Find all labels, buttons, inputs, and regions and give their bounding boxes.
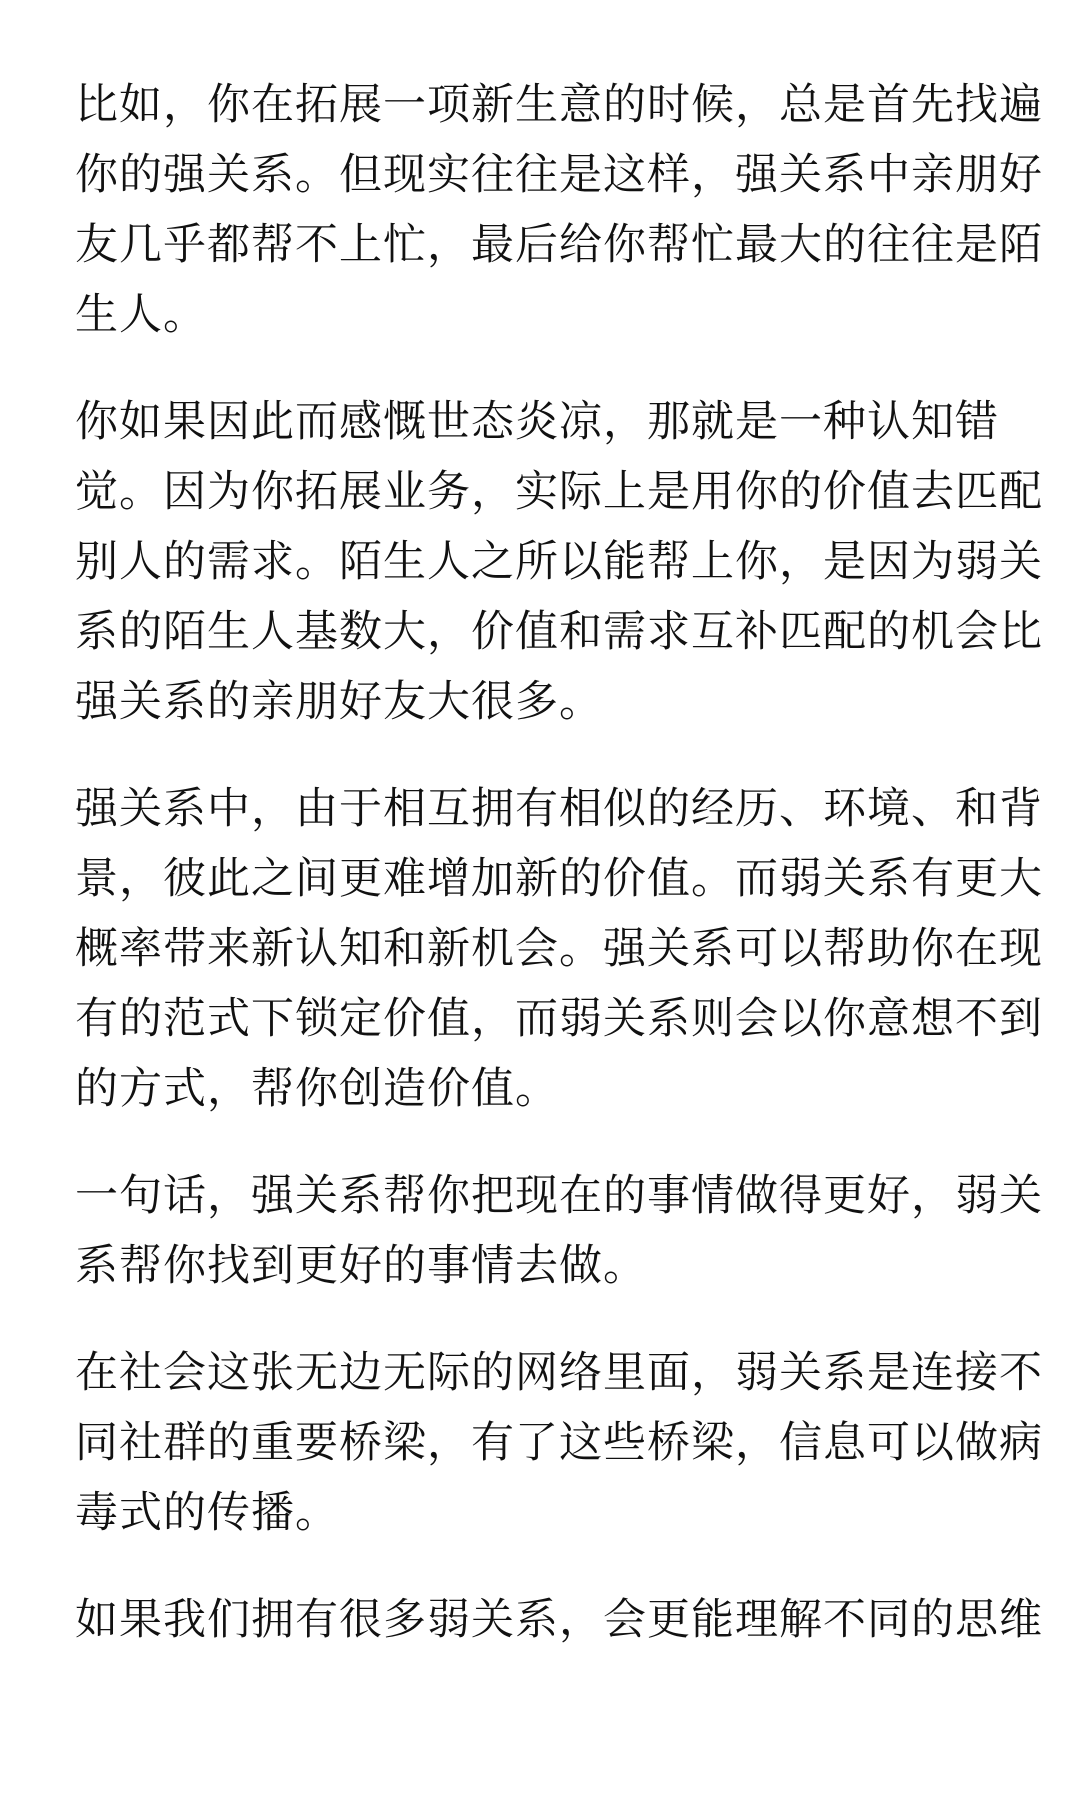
- text-line: 概率带来新认知和新机会。强关系可以帮助你在现: [75, 924, 1043, 974]
- text-line: 比如，你在拓展一项新生意的时候，总是首先找遍: [75, 80, 1043, 130]
- text-line: 一句话，强关系帮你把现在的事情做得更好，弱关: [75, 1171, 1043, 1221]
- text-line: 友几乎都帮不上忙，最后给你帮忙最大的往往是陌: [75, 220, 1043, 270]
- text-line: 强关系中，由于相互拥有相似的经历、环境、和背: [75, 784, 1043, 834]
- paragraph-2: [75, 387, 1043, 737]
- text-line: 景，彼此之间更难增加新的价值。而弱关系有更大: [75, 854, 1043, 904]
- text-line: 生人。: [75, 290, 207, 340]
- text-line: 的方式，帮你创造价值。: [75, 1064, 559, 1114]
- text-line: 别人的需求。陌生人之所以能帮上你，是因为弱关: [75, 537, 1043, 587]
- paragraph-4: [75, 1161, 1043, 1301]
- text-line: 觉。因为你拓展业务，实际上是用你的价值去匹配: [75, 467, 1043, 517]
- text-line: 同社群的重要桥梁，有了这些桥梁，信息可以做病: [75, 1418, 1043, 1468]
- paragraph-1: [75, 70, 1043, 350]
- text-line: 如果我们拥有很多弱关系，会更能理解不同的思维: [75, 1595, 1043, 1645]
- text-line: 毒式的传播。: [75, 1488, 339, 1538]
- text-line: 你如果因此而感慨世态炎凉，那就是一种认知错: [75, 397, 999, 447]
- text-line: 有的范式下锁定价值，而弱关系则会以你意想不到: [75, 994, 1043, 1044]
- text-line: 在社会这张无边无际的网络里面，弱关系是连接不: [75, 1348, 1043, 1398]
- paragraph-6: [75, 1585, 1043, 1655]
- text-line: 系帮你找到更好的事情去做。: [75, 1241, 647, 1291]
- paragraph-3: [75, 774, 1043, 1124]
- paragraph-5: [75, 1338, 1043, 1548]
- text-line: 系的陌生人基数大，价值和需求互补匹配的机会比: [75, 607, 1043, 657]
- article-body: [75, 70, 1043, 1692]
- text-line: 强关系的亲朋好友大很多。: [75, 677, 603, 727]
- text-line: 你的强关系。但现实往往是这样，强关系中亲朋好: [75, 150, 1043, 200]
